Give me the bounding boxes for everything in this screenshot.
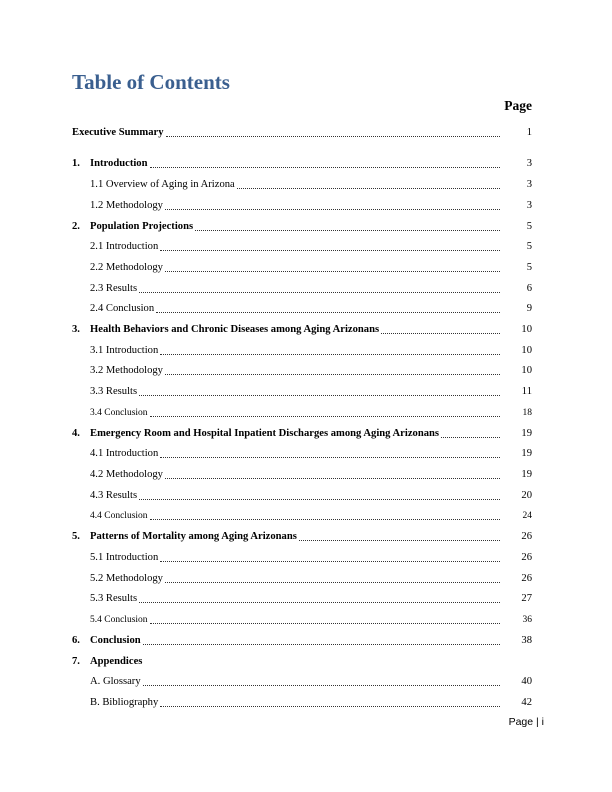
toc-entry bbox=[0, 155, 532, 171]
toc-entry bbox=[0, 362, 532, 378]
toc-entry-label: 4.4 Conclusion bbox=[90, 511, 148, 521]
toc-entry-label: 2.4 Conclusion bbox=[90, 303, 155, 314]
toc-entry bbox=[0, 218, 532, 234]
toc-entry bbox=[0, 466, 532, 482]
toc-entry bbox=[0, 487, 532, 503]
dot-leader bbox=[381, 332, 500, 334]
dot-leader bbox=[139, 601, 500, 603]
page-title: Table of Contents bbox=[72, 70, 230, 94]
page-footer: Page | i bbox=[508, 716, 544, 728]
dot-leader bbox=[139, 291, 500, 293]
toc-entry-page: 38 bbox=[521, 635, 532, 646]
toc-entry bbox=[0, 404, 532, 420]
toc-entry-page: 19 bbox=[521, 448, 532, 459]
toc-entry-page: 19 bbox=[521, 428, 532, 439]
toc-entry-page: 10 bbox=[521, 365, 532, 376]
dot-leader bbox=[160, 560, 500, 562]
toc-entry-page: 10 bbox=[521, 324, 532, 335]
toc-entry bbox=[0, 611, 532, 627]
toc-entry bbox=[0, 507, 532, 523]
toc-entry-page: 26 bbox=[521, 552, 532, 563]
toc-entry-page: 5 bbox=[526, 262, 532, 273]
dot-leader bbox=[160, 705, 500, 707]
toc-entry bbox=[0, 124, 532, 140]
toc-entry-label: 3.1 Introduction bbox=[90, 345, 159, 356]
toc-entry bbox=[0, 445, 532, 461]
toc-entry bbox=[0, 383, 532, 399]
dot-leader bbox=[160, 456, 500, 458]
toc-entry bbox=[0, 238, 532, 254]
toc-entry-label: 4.3 Results bbox=[90, 490, 138, 501]
toc-entry bbox=[0, 549, 532, 565]
toc-entry-label: Patterns of Mortality among Aging Arizonans bbox=[90, 531, 297, 542]
page-column-heading: Page bbox=[504, 98, 532, 113]
toc-entry bbox=[0, 570, 532, 586]
toc-entry-page: 20 bbox=[521, 490, 532, 501]
toc-entry-page: 24 bbox=[522, 511, 532, 521]
toc-entry-label: 1.1 Overview of Aging in Arizona bbox=[90, 179, 235, 190]
toc-entry-label: Executive Summary bbox=[72, 127, 164, 138]
toc-entry-label: 5.3 Results bbox=[90, 593, 138, 604]
toc-entry-number: 5. bbox=[72, 531, 80, 542]
dot-leader bbox=[156, 311, 500, 313]
toc-entry-label: A. Glossary bbox=[90, 676, 141, 687]
toc-entry-label: Conclusion bbox=[90, 635, 141, 646]
toc-entry-label: 2.2 Methodology bbox=[90, 262, 163, 273]
toc-entry-page: 42 bbox=[521, 697, 532, 708]
toc-entry-page: 6 bbox=[526, 283, 532, 294]
toc-entry-label: 4.2 Methodology bbox=[90, 469, 163, 480]
toc-entry bbox=[0, 653, 532, 669]
dot-leader bbox=[150, 622, 500, 624]
dot-leader bbox=[160, 249, 500, 251]
toc-entry-label: 5.2 Methodology bbox=[90, 573, 163, 584]
toc-entry bbox=[0, 176, 532, 192]
toc-entry-label: B. Bibliography bbox=[90, 697, 159, 708]
toc-entry-label: 1.2 Methodology bbox=[90, 200, 163, 211]
toc-entry-page: 18 bbox=[522, 408, 532, 418]
toc-entry-number: 4. bbox=[72, 428, 80, 439]
toc-entry-page: 40 bbox=[521, 676, 532, 687]
toc-entry bbox=[0, 590, 532, 606]
toc-entry-label: 3.4 Conclusion bbox=[90, 408, 148, 418]
dot-leader bbox=[195, 229, 500, 231]
dot-leader bbox=[150, 518, 500, 520]
toc-entry-label: 2.1 Introduction bbox=[90, 241, 159, 252]
toc-entry-label: 5.1 Introduction bbox=[90, 552, 159, 563]
toc-entry bbox=[0, 342, 532, 358]
toc-entry bbox=[0, 259, 532, 275]
dot-leader bbox=[143, 643, 500, 645]
dot-leader bbox=[150, 166, 501, 168]
dot-leader bbox=[160, 353, 500, 355]
dot-leader bbox=[165, 477, 500, 479]
dot-leader bbox=[237, 187, 500, 189]
dot-leader bbox=[441, 436, 500, 438]
dot-leader bbox=[150, 415, 500, 417]
toc-entry-label: 4.1 Introduction bbox=[90, 448, 159, 459]
dot-leader bbox=[139, 498, 500, 500]
dot-leader bbox=[166, 135, 500, 137]
toc-entry-page: 3 bbox=[526, 200, 532, 211]
toc-entry-page: 36 bbox=[522, 615, 532, 625]
toc-entry-number: 1. bbox=[72, 158, 80, 169]
dot-leader bbox=[299, 539, 500, 541]
toc-entry bbox=[0, 197, 532, 213]
toc-entry bbox=[0, 280, 532, 296]
toc-entry-label: 2.3 Results bbox=[90, 283, 138, 294]
toc-entry bbox=[0, 632, 532, 648]
toc-entry bbox=[0, 673, 532, 689]
toc-entry-label: 3.2 Methodology bbox=[90, 365, 163, 376]
toc-entry-number: 3. bbox=[72, 324, 80, 335]
toc-entry-label: Introduction bbox=[90, 158, 148, 169]
toc-entry-page: 26 bbox=[521, 531, 532, 542]
dot-leader bbox=[143, 684, 500, 686]
toc-entry bbox=[0, 425, 532, 441]
toc-entry-page: 19 bbox=[521, 469, 532, 480]
dot-leader bbox=[165, 270, 500, 272]
toc-entry bbox=[0, 528, 532, 544]
toc-entry-number: 6. bbox=[72, 635, 80, 646]
toc-entry bbox=[0, 300, 532, 316]
dot-leader bbox=[165, 208, 500, 210]
toc-entry-number: 7. bbox=[72, 656, 80, 667]
dot-leader bbox=[165, 581, 500, 583]
dot-leader bbox=[165, 373, 500, 375]
toc-entry-page: 3 bbox=[526, 179, 532, 190]
toc-entry-page: 26 bbox=[521, 573, 532, 584]
toc-entry-label: Appendices bbox=[90, 656, 143, 667]
toc-entry-page: 3 bbox=[526, 158, 532, 169]
toc-entry-page: 9 bbox=[526, 303, 532, 314]
toc-entry bbox=[0, 321, 532, 337]
toc-entry bbox=[0, 694, 532, 710]
toc-entry-label: Health Behaviors and Chronic Diseases among Aging Arizonans bbox=[90, 324, 380, 335]
toc-entry-page: 11 bbox=[521, 386, 532, 397]
dot-leader bbox=[139, 394, 500, 396]
toc-entry-label: Population Projections bbox=[90, 221, 194, 232]
toc-entry-label: 5.4 Conclusion bbox=[90, 615, 148, 625]
toc-entry-page: 5 bbox=[526, 241, 532, 252]
toc-entry-page: 10 bbox=[521, 345, 532, 356]
toc-entry-number: 2. bbox=[72, 221, 80, 232]
toc-entry-page: 27 bbox=[521, 593, 532, 604]
toc-entry-label: 3.3 Results bbox=[90, 386, 138, 397]
toc-entry-page: 1 bbox=[526, 127, 532, 138]
toc-entry-page: 5 bbox=[526, 221, 532, 232]
toc-entry-label: Emergency Room and Hospital Inpatient Discharges among Aging Arizonans bbox=[90, 428, 440, 439]
